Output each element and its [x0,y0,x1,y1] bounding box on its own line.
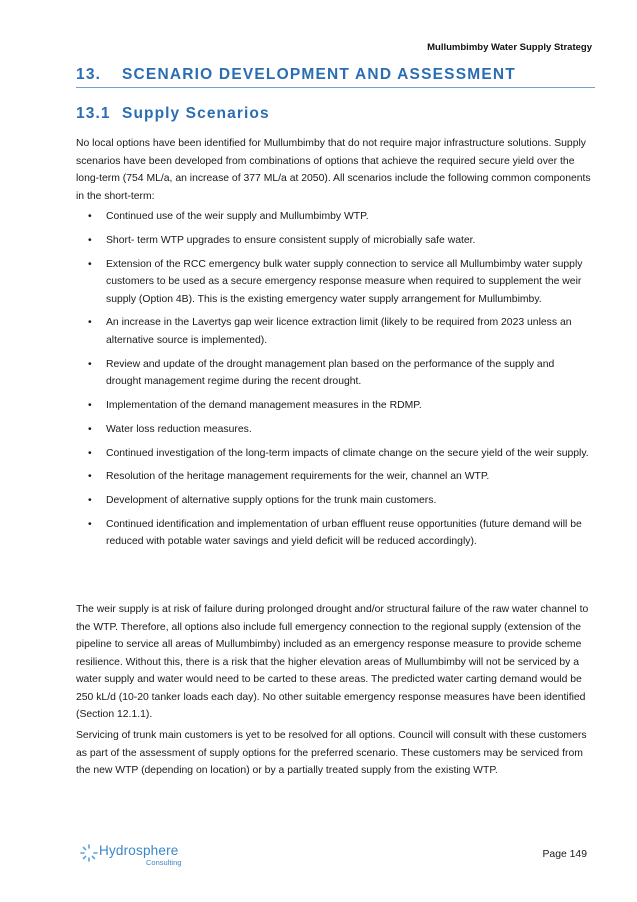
chapter-number: 13. [76,66,102,83]
bullet-glyph: • [88,258,92,270]
section-number: 13.1 [76,105,111,122]
trunk-main-paragraph: Servicing of trunk main customers is yet to be resolved for all options. Council will consult with these customers as part of the assessment of supply options for the preferred scenario. These customers may be serviced from the new WTP (depending on location) or by a partially treated supply from the existing WTP. [76,730,587,776]
bullet-glyph: • [88,358,92,370]
bullet-glyph: • [88,399,92,411]
list-item [76,421,592,439]
list-item-text: Continued investigation of the long-term impacts of climate change on the secure yield of the weir supply. [106,447,589,459]
list-item-text: Development of alternative supply options for the trunk main customers. [106,495,437,507]
bullet-glyph: • [88,447,92,459]
logo-wordmark: Hydrosphere [99,843,179,858]
list-item-text: Implementation of the demand management measures in the RDMP. [106,399,422,411]
bullet-glyph: • [88,211,92,222]
list-item [76,356,592,391]
list-item-text: Continued use of the weir supply and Mullumbimby WTP. [106,211,369,222]
list-item [76,208,592,226]
running-header-title: Mullumbimby Water Supply Strategy [427,42,592,53]
list-item [76,468,592,486]
bullet-glyph: • [88,423,92,435]
list-item-text: Continued identification and implementation of urban effluent reuse opportunities (future demand will be reduced with potable water savings and yield deficit will be reduced accordingly). [106,518,582,548]
list-item-text: Resolution of the heritage management requirements for the weir, channel an WTP. [106,471,490,483]
list-item-text: Review and update of the drought management plan based on the performance of the supply and drought management regime during the recent drought. [106,358,555,388]
page-number: Page 149 [542,849,587,860]
bullet-glyph: • [88,518,92,530]
section-title: Supply Scenarios [122,105,270,122]
list-item-text: Water loss reduction measures. [106,423,252,435]
list-item [76,492,592,510]
list-item [76,516,592,551]
bullet-glyph: • [88,234,92,246]
list-item-text: An increase in the Lavertys gap weir licence extraction limit (likely to be required from 2023 unless an alternative source is implemented). [106,317,572,346]
bullet-glyph: • [88,317,92,329]
bullet-glyph: • [88,471,92,483]
list-item [76,256,592,309]
logo-subtitle: Consulting [146,858,182,867]
hydrosphere-sun-icon [79,843,99,863]
list-item-text: Short- term WTP upgrades to ensure consistent supply of microbially safe water. [106,234,476,246]
chapter-heading [76,66,595,88]
list-item [76,232,592,250]
list-item [76,397,592,415]
chapter-title: SCENARIO DEVELOPMENT AND ASSESSMENT [122,66,516,83]
hydrosphere-logo [79,843,199,867]
intro-paragraph: No local options have been identified for Mullumbimby that do not require major infrastructure solutions. Supply scenarios have been developed from combinations of options that achieve the required secure yield over the long-term (754 ML/a, an increase of 377 ML/a at 2050). All scenarios include the following common components in the short-term: [76,138,591,202]
emergency-paragraph: The weir supply is at risk of failure during prolonged drought and/or structural failure of the raw water channel to the WTP. Therefore, all options also include full emergency connection to the regional supply (extension of the pipeline to service all areas of Mullumbimby) included as an emergency response measure to provide scheme resilience. Without this, there is a risk that the higher elevation areas of Mullumbimby will not be serviced by a water supply and water would need to be carted to these areas. The predicted water carting demand would be 250 kL/d (10-20 tanker loads each day). No other suitable emergency response measures have been identified (Section 12.1.1). [76,604,589,720]
list-item-text: Extension of the RCC emergency bulk water supply connection to service all Mullumbimby water supply customers to be used as a secure emergency response measure when required to supplement the weir supply (Option 4B). This is the existing emergency water supply arrangement for Mullumbimby. [106,258,583,305]
list-item [76,445,592,463]
common-components-list [76,208,592,557]
bullet-glyph: • [88,495,92,507]
section-heading [76,105,270,123]
list-item [76,314,592,349]
